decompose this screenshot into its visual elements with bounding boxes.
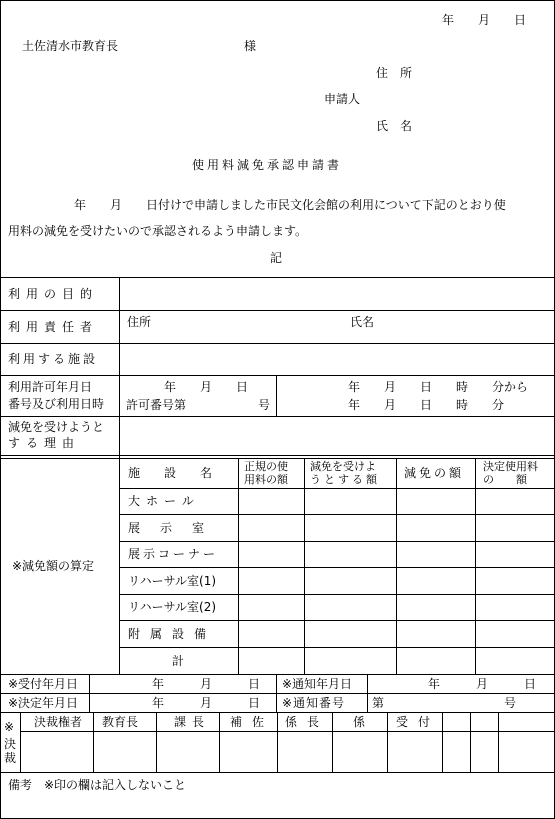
notice-number: 第 号 bbox=[372, 696, 517, 710]
permit-date: 年 月 日 bbox=[164, 380, 249, 394]
decided-date-label: ※決定年月日 bbox=[8, 696, 79, 710]
approver-subsection-chief: 係長 bbox=[285, 715, 330, 729]
row-label-rehearsal-1: リハーサル室(1) bbox=[128, 574, 217, 588]
stamp-box-authority[interactable] bbox=[22, 733, 92, 771]
row-label-exhibition-corner: 展示コーナー bbox=[128, 547, 219, 561]
body-text-line-2: 用料の減免を受けたいので承認されるよう申請します。 bbox=[8, 224, 308, 238]
kessai-label: 決裁 bbox=[4, 737, 17, 766]
received-date-label: ※受付年月日 bbox=[8, 677, 79, 691]
calc-header-requested-1: 減免を受けよ bbox=[310, 460, 376, 473]
name-label: 氏 名 bbox=[376, 119, 413, 133]
calc-header-regular-2: 用料の額 bbox=[244, 473, 288, 486]
calc-header-requested-2: うとする額 bbox=[310, 473, 380, 486]
approver-section-chief: 課長 bbox=[174, 715, 211, 729]
row-label-exhibition-room: 展示室 bbox=[128, 521, 225, 535]
reason-label-2: する理由 bbox=[8, 436, 81, 450]
permit-label-1: 利用許可年月日 bbox=[8, 380, 93, 394]
form-title: 使用料減免承認申請書 bbox=[192, 158, 343, 172]
facility-field[interactable] bbox=[121, 345, 553, 374]
body-text-line-1: 年 月 日付けで申請しました市民文化会館の利用について下記のとおり使 bbox=[74, 198, 506, 212]
decided-date: 年 月 日 bbox=[152, 696, 261, 710]
ki-heading: 記 bbox=[270, 251, 283, 265]
calc-header-decided-2: の 額 bbox=[483, 473, 527, 486]
addressee: 土佐清水市教育長 bbox=[22, 39, 119, 53]
addressee-honorific: 様 bbox=[244, 39, 257, 53]
use-from: 年 月 日 時 分から bbox=[348, 380, 529, 394]
approver-staff: 係 bbox=[353, 715, 366, 729]
responsible-name-label: 氏名 bbox=[350, 315, 375, 329]
approver-authority: 決裁権者 bbox=[34, 715, 83, 729]
facility-label: 利用する施設 bbox=[8, 352, 99, 366]
row-label-rehearsal-2: リハーサル室(2) bbox=[128, 600, 217, 614]
calc-section-label: ※減免額の算定 bbox=[12, 559, 95, 573]
reason-label-1: 減免を受けようと bbox=[8, 420, 105, 434]
approver-assistant: 補佐 bbox=[230, 715, 275, 729]
permit-number: 許可番号第 号 bbox=[126, 398, 271, 412]
responsible-address-label: 住所 bbox=[127, 315, 152, 329]
stamp-box-section-chief[interactable] bbox=[158, 733, 218, 771]
calc-header-reduction: 減免の額 bbox=[404, 466, 465, 480]
date-line: 年 月 日 bbox=[442, 13, 527, 27]
approver-reception: 受付 bbox=[396, 715, 441, 729]
notice-date-label: ※通知年月日 bbox=[282, 677, 353, 691]
reason-field[interactable] bbox=[121, 418, 553, 454]
calc-header-decided-1: 決定使用料 bbox=[483, 460, 538, 473]
applicant-label: 申請人 bbox=[324, 92, 361, 106]
kessai-mark: ※ bbox=[4, 720, 15, 734]
responsible-label: 利用責任者 bbox=[8, 320, 99, 334]
notice-date: 年 月 日 bbox=[428, 677, 537, 691]
received-date: 年 月 日 bbox=[152, 677, 261, 691]
approver-superintendent: 教育長 bbox=[102, 715, 139, 729]
purpose-label: 利用の目的 bbox=[8, 287, 99, 301]
calc-header-regular-1: 正規の使 bbox=[244, 460, 288, 473]
row-label-total: 計 bbox=[172, 654, 185, 668]
address-label: 住 所 bbox=[376, 66, 413, 80]
remarks: 備考 ※印の欄は記入しないこと bbox=[8, 778, 187, 792]
row-label-equipment: 附属設備 bbox=[128, 627, 217, 641]
purpose-field[interactable] bbox=[121, 279, 553, 309]
permit-label-2: 番号及び利用日時 bbox=[8, 397, 105, 411]
calc-header-facility: 施 設 名 bbox=[128, 466, 219, 480]
use-to: 年 月 日 時 分 bbox=[348, 398, 505, 412]
stamp-box-superintendent[interactable] bbox=[95, 733, 155, 771]
row-label-main-hall: 大ホール bbox=[128, 494, 200, 508]
notice-number-label: ※通知番号 bbox=[282, 696, 346, 710]
